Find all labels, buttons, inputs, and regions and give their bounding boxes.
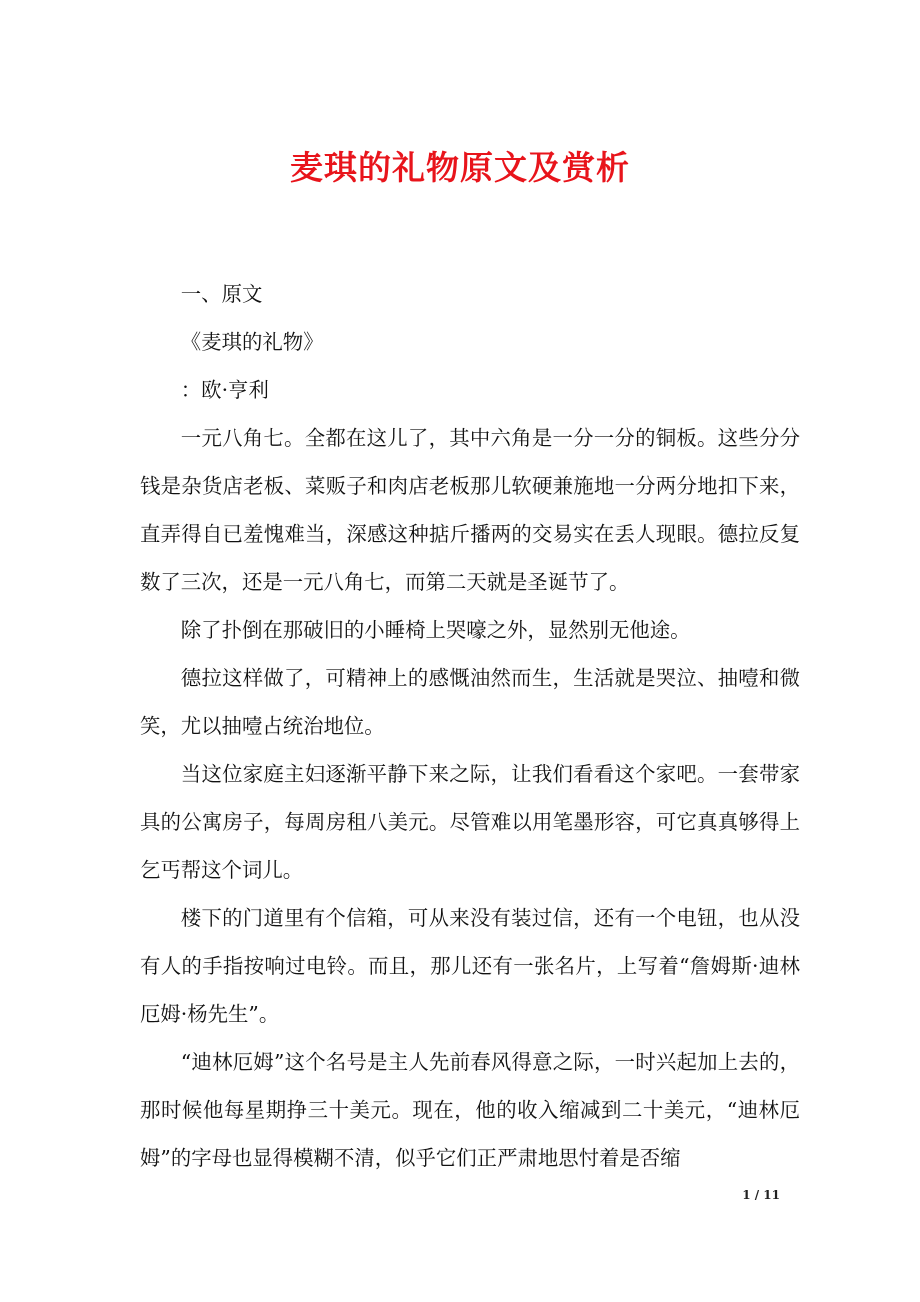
body-paragraph: 德拉这样做了，可精神上的感慨油然而生，生活就是哭泣、抽噎和微笑，尤以抽噎占统治地位。 bbox=[140, 666, 800, 738]
body-paragraph: 当这位家庭主妇逐渐平静下来之际，让我们看看这个家吧。一套带家具的公寓房子，每周房租八美元。尽管难以用笔墨形容，可它真真够得上乞丐帮这个词儿。 bbox=[140, 762, 800, 882]
body-paragraph: 一元八角七。全都在这儿了，其中六角是一分一分的铜板。这些分分钱是杂货店老板、菜贩子和肉店老板那儿软硬兼施地一分两分地扣下来，直弄得自已羞愧难当，深感这种掂斤播两的交易实在丢人现眼。德拉反复数了三次，还是一元八角七，而第二天就是圣诞节了。 bbox=[140, 426, 800, 594]
author-line: ：欧·亨利 bbox=[180, 378, 269, 402]
page-number: 1 / 11 bbox=[742, 1188, 780, 1202]
page-title: 麦琪的礼物原文及赏析 bbox=[290, 148, 630, 187]
body-paragraph: 楼下的门道里有个信箱，可从来没有装过信，还有一个电钮，也从没有人的手指按响过电铃。而且，那儿还有一张名片，上写着“詹姆斯·迪林厄姆·杨先生”。 bbox=[140, 906, 800, 1026]
document-body bbox=[140, 270, 800, 1182]
body-paragraph: “迪林厄姆”这个名号是主人先前春风得意之际，一时兴起加上去的，那时候他每星期挣三十美元。现在，他的收入缩减到二十美元，“迪林厄姆”的字母也显得模糊不清，似乎它们正严肃地思忖着是否缩 bbox=[140, 1050, 800, 1170]
body-paragraph: 除了扑倒在那破旧的小睡椅上哭嚎之外，显然别无他途。 bbox=[180, 618, 691, 642]
section-heading: 一、原文 bbox=[180, 282, 263, 306]
work-title: 《麦琪的礼物》 bbox=[180, 330, 324, 354]
